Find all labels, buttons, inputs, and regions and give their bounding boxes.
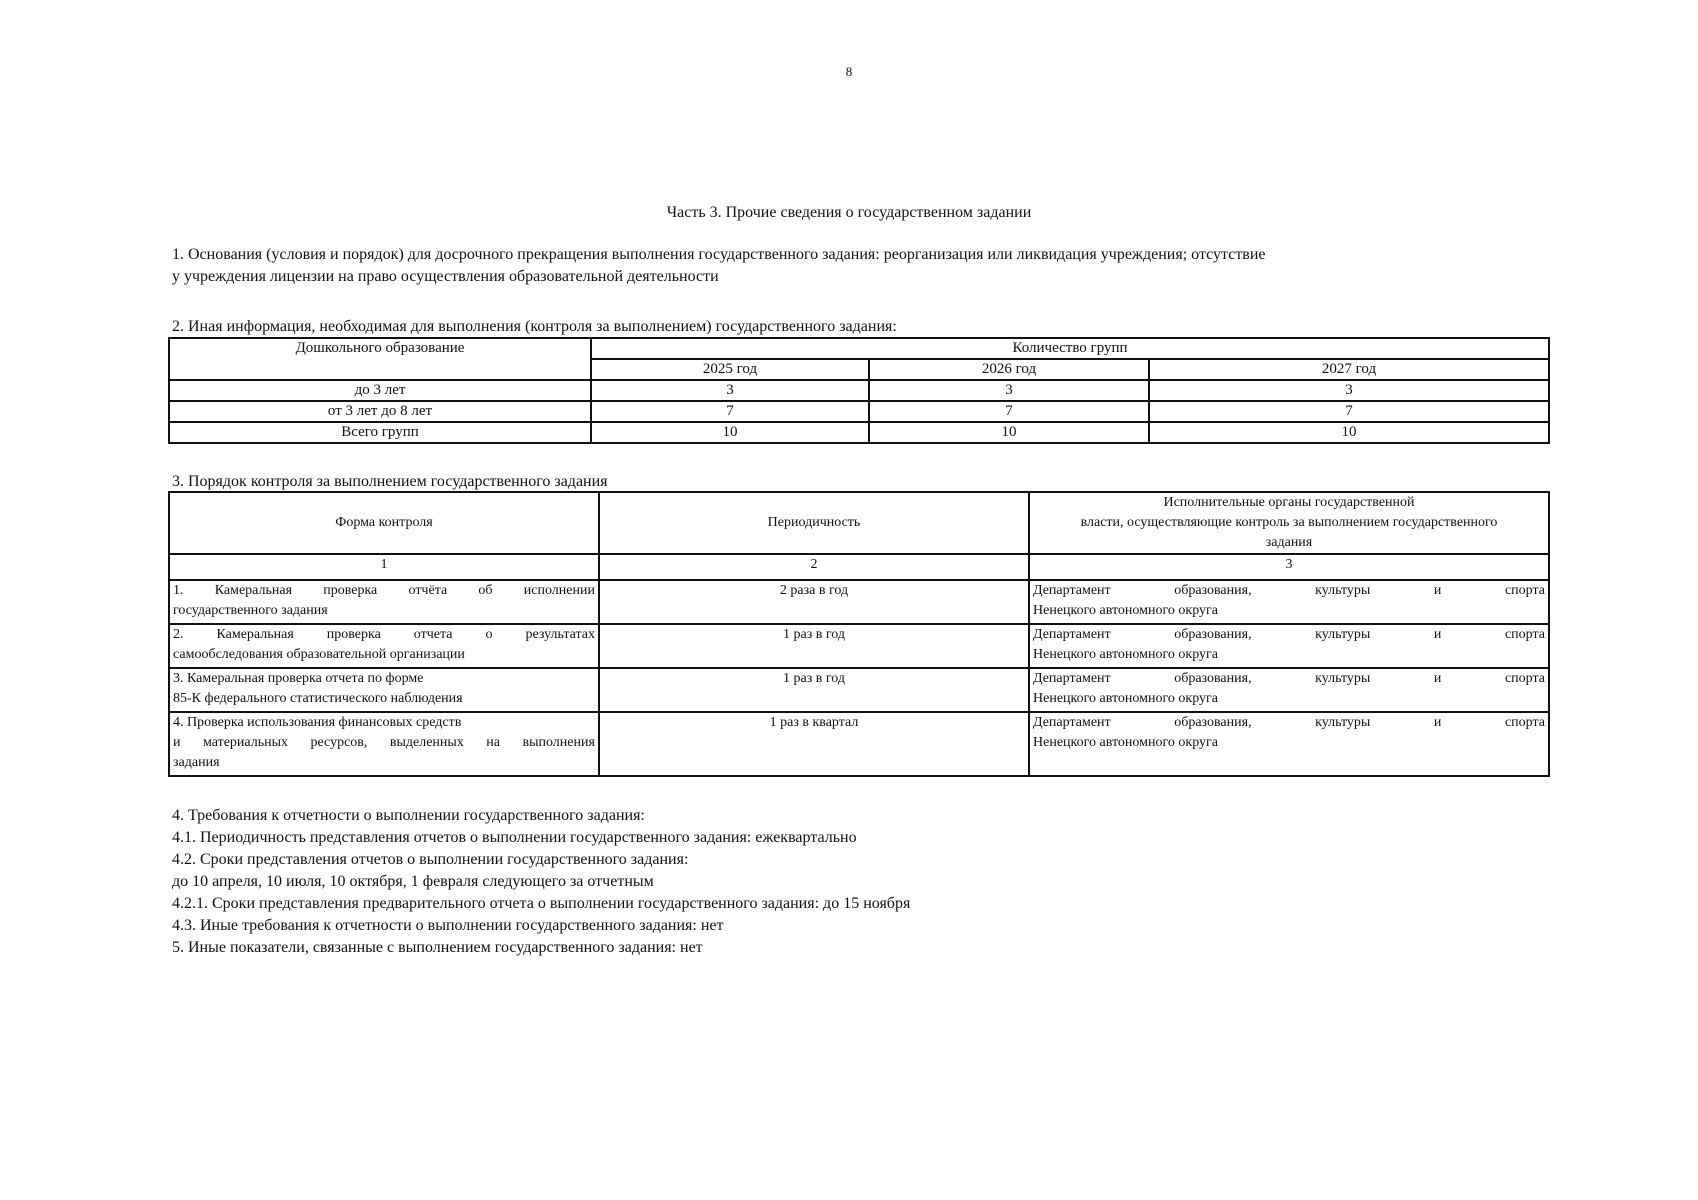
cell-value: 7 [1149,401,1549,422]
section1-line2: у учреждения лицензии на право осуществления образовательной деятельности [172,268,719,285]
word: образования, [1174,715,1252,730]
authority-line: Ненецкого автономного округа [1033,647,1218,662]
requirements-line: 5. Иные показатели, связанные с выполнением государственного задания: нет [172,939,703,956]
period-cell: 1 раз в год [599,624,1029,668]
period-cell: 1 раз в квартал [599,712,1029,776]
cell-value: 10 [869,422,1149,443]
word: спорта [1504,583,1545,598]
requirements-line: 4.3. Иные требования к отчетности о выполнении государственного задания: нет [172,917,724,934]
word: исполнении [523,583,595,598]
word: Департамент [1033,627,1111,642]
cell-value: 3 [1149,380,1549,401]
authority-cell [1029,624,1549,668]
table-row [169,554,1549,580]
page-number: 8 [845,64,853,79]
word: выделенных [389,735,464,750]
justified-line [1033,713,1545,733]
column-number: 1 [169,554,599,580]
authority-cell [1029,580,1549,624]
header-form: Форма контроля [169,492,599,554]
word: и [1433,715,1442,730]
control-form-cell [169,580,599,624]
word: Камеральная [216,627,294,642]
header-authorities-line: власти, осуществляющие контроль за выполнением государственного [1080,515,1498,530]
word: образования, [1174,583,1252,598]
word: Департамент [1033,583,1111,598]
word: спорта [1504,627,1545,642]
authority-line: Ненецкого автономного округа [1033,691,1218,706]
word: и [173,735,181,750]
word: материальных [202,735,289,750]
word: Камеральная [214,583,293,598]
groups-table [168,337,1550,444]
word: выполнения [522,735,595,750]
requirements-line: до 10 апреля, 10 июля, 10 октября, 1 февраля следующего за отчетным [172,873,654,890]
word: отчёта [408,583,448,598]
table-row [169,580,1549,624]
word: ресурсов, [310,735,368,750]
table-row [169,422,1549,443]
requirements-line: 4.1. Периодичность представления отчетов о выполнении государственного задания: ежеквартально [172,829,857,846]
period-cell: 1 раз в год [599,668,1029,712]
form-line: задания [173,755,220,770]
header-group-count: Количество групп [591,338,1549,359]
column-number: 3 [1029,554,1549,580]
justified-line [1033,625,1545,645]
word: отчета [413,627,453,642]
header-authorities [1029,492,1549,554]
form-line: государственного задания [173,603,328,618]
table-row [169,712,1549,776]
justified-line [1033,669,1545,689]
word: культуры [1315,627,1371,642]
period-cell: 2 раза в год [599,580,1029,624]
word: проверка [323,583,378,598]
row-label: от 3 лет до 8 лет [169,401,591,422]
table-row [169,668,1549,712]
row-label: Всего групп [169,422,591,443]
word: 2. [173,627,184,642]
header-year: 2027 год [1149,359,1549,380]
authority-cell [1029,712,1549,776]
word: культуры [1315,671,1371,686]
control-form-cell [169,712,599,776]
table-row [169,492,1549,554]
word: спорта [1504,671,1545,686]
row-label: до 3 лет [169,380,591,401]
form-line: 85-К федерального статистического наблюдения [173,691,463,706]
word: культуры [1315,715,1371,730]
control-form-cell [169,624,599,668]
cell-value: 10 [591,422,869,443]
requirements-line: 4. Требования к отчетности о выполнении государственного задания: [172,807,645,824]
word: культуры [1315,583,1371,598]
word: и [1433,583,1442,598]
word: и [1433,627,1442,642]
word: о [485,627,493,642]
justified-line [173,581,595,601]
table-row [169,401,1549,422]
cell-value: 7 [869,401,1149,422]
cell-value: 10 [1149,422,1549,443]
section1-line1: 1. Основания (условия и порядок) для досрочного прекращения выполнения государственного задания: реорганизация или ликвидация учреждения; отсутствие [172,246,1266,263]
justified-line [173,733,595,753]
word: об [478,583,493,598]
form-line: 3. Камеральная проверка отчета по форме [173,671,424,686]
authority-line: Ненецкого автономного округа [1033,735,1218,750]
cell-value: 7 [591,401,869,422]
word: на [486,735,501,750]
header-preschool: Дошкольного образование [169,338,591,380]
word: результатах [525,627,595,642]
header-period: Периодичность [599,492,1029,554]
justified-line [1033,581,1545,601]
word: образования, [1174,671,1252,686]
control-table [168,491,1550,777]
section3-title: 3. Порядок контроля за выполнением государственного задания [172,473,608,490]
column-number: 2 [599,554,1029,580]
justified-line [173,625,595,645]
word: Департамент [1033,715,1111,730]
authority-cell [1029,668,1549,712]
word: 1. [173,583,184,598]
cell-value: 3 [591,380,869,401]
cell-value: 3 [869,380,1149,401]
header-authorities-line: задания [1265,535,1313,550]
word: проверка [326,627,381,642]
word: Департамент [1033,671,1111,686]
requirements-line: 4.2.1. Сроки представления предварительного отчета о выполнении государственного задания: до 15 ноября [172,895,911,912]
control-form-cell [169,668,599,712]
table-row [169,624,1549,668]
word: спорта [1504,715,1545,730]
word: образования, [1174,627,1252,642]
authority-line: Ненецкого автономного округа [1033,603,1218,618]
header-authorities-line: Исполнительные органы государственной [1163,495,1415,510]
table-row [169,338,1549,359]
part-title: Часть 3. Прочие сведения о государственном задании [666,204,1032,221]
table-row [169,380,1549,401]
word: и [1433,671,1442,686]
header-year: 2026 год [869,359,1149,380]
requirements-line: 4.2. Сроки представления отчетов о выполнении государственного задания: [172,851,689,868]
form-line: 4. Проверка использования финансовых средств [173,715,462,730]
form-line: самообследования образовательной организации [173,647,465,662]
header-year: 2025 год [591,359,869,380]
section2-title: 2. Иная информация, необходимая для выполнения (контроля за выполнением) государственного задания: [172,318,897,335]
